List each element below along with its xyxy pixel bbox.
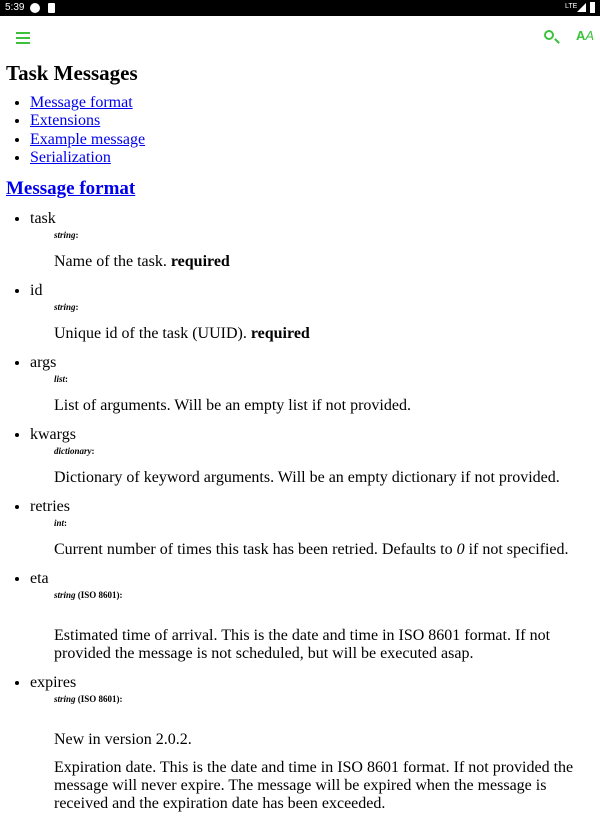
page-title: Task Messages — [6, 61, 138, 85]
version-note: New in version 2.0.2. — [54, 731, 192, 749]
field-description: List of arguments. Will be an empty list if not provided. — [54, 397, 411, 415]
document-content — [0, 58, 600, 823]
field-type: int: — [54, 518, 68, 529]
toolbar — [0, 16, 600, 58]
field-type: string (ISO 8601): — [54, 590, 123, 601]
field-item: • eta string (ISO 8601): Estimated time of arrival. This is the date and time in ISO 8601 format. If not provided the message is not scheduled, but will be executed asap. — [30, 569, 594, 663]
field-type: list: — [54, 374, 69, 385]
field-list — [6, 209, 594, 813]
field-item: • kwargs dictionary: Dictionary of keyword arguments. Will be an empty dictionary if not provided. — [30, 425, 594, 487]
toc-link-message-format[interactable]: Message format — [30, 94, 133, 111]
toc-link-serialization[interactable]: Serialization — [30, 148, 111, 166]
field-type: string: — [54, 230, 79, 241]
field-type: string (ISO 8601): — [54, 694, 123, 705]
signal-icon — [577, 3, 586, 12]
search-icon[interactable] — [544, 30, 554, 40]
status-bar — [0, 0, 600, 16]
section-heading-message-format[interactable]: Message format — [6, 178, 136, 200]
field-description: Name of the task. required — [54, 253, 230, 271]
battery-icon — [590, 2, 595, 13]
field-description: Current number of times this task has been retried. Defaults to 0 if not specified. — [54, 541, 569, 559]
table-of-contents — [6, 94, 594, 167]
status-time: 5:39 — [5, 2, 25, 13]
field-item: • task string: Name of the task. required — [30, 209, 594, 271]
field-item: • retries int: Current number of times this task has been retried. Defaults to 0 if not specified. — [30, 497, 594, 559]
field-description: Expiration date. This is the date and time in ISO 8601 format. If not provided the message will never expire. The message will be expired when the message is received and the expiration date has been exceeded. — [54, 759, 574, 813]
toc-link-example-message[interactable]: Example message — [30, 130, 146, 148]
field-description: Dictionary of keyword arguments. Will be an empty dictionary if not provided. — [54, 469, 560, 487]
field-item: • id string: Unique id of the task (UUID). required — [30, 281, 594, 343]
field-item: • args list: List of arguments. Will be an empty list if not provided. — [30, 353, 594, 415]
field-type: dictionary: — [54, 446, 95, 457]
notification-icon — [30, 3, 40, 13]
network-type: LTE — [565, 3, 578, 10]
font-size-icon[interactable]: AA — [576, 28, 595, 43]
toc-link-extensions[interactable]: Extensions — [30, 112, 101, 130]
field-type: string: — [54, 302, 79, 313]
field-description: Estimated time of arrival. This is the date and time in ISO 8601 format. If not provided the message is not scheduled, but will be executed asap. — [54, 627, 551, 663]
hamburger-menu-icon[interactable] — [16, 32, 30, 47]
field-item: • expires string (ISO 8601): New in version 2.0.2. Expiration date. This is the date and time in ISO 8601 format. If not provided the message will never expire. The message will be expired when the message is received and the expiration date has been exceeded. — [30, 673, 594, 813]
field-description: Unique id of the task (UUID). required — [54, 325, 310, 343]
sd-card-icon — [48, 3, 55, 13]
